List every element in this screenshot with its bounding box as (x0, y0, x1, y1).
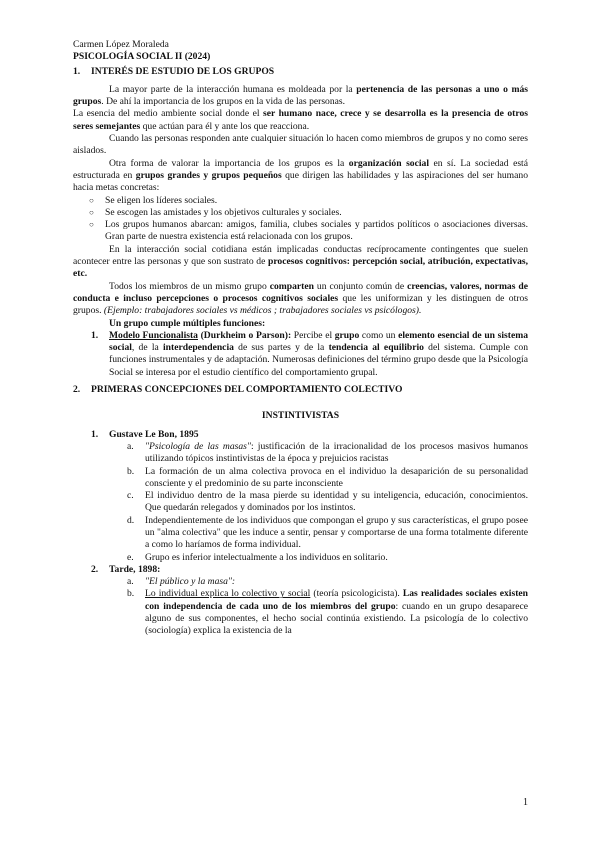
list-item: b. La formación de un alma colectiva provoca en el individuo la desaparición de su personalidad consciente y el predominio de su parte inconsciente (127, 465, 528, 489)
section-2-title: PRIMERAS CONCEPCIONES DEL COMPORTAMIENTO COLECTIVO (91, 384, 403, 396)
section-2-heading (73, 384, 528, 396)
paragraph-2: La esencia del medio ambiente social donde el ser humano nace, crece y se desarrolla es la presencia de otros seres semejantes que actúan para él y ante los que reacciona. (73, 108, 528, 132)
section-2-number: 2. (73, 384, 81, 396)
paragraph-1: La mayor parte de la interacción humana es moldeada por la pertenencia de las personas a uno o más grupos. De ahí la importancia de los grupos en la vida de las personas. (73, 83, 528, 108)
subsection-title: INSTINTIVISTAS (261, 410, 340, 422)
paragraph-6: Todos los miembros de un mismo grupo comparten un conjunto común de creencias, valores, normas de conducta e incluso percepciones o procesos cognitivos sociales que les uniformizan y les distinguen de otros grupos. (Ejemplo: trabajadores sociales vs médicos ; trabajadores sociales vs psicólogos). (73, 280, 529, 317)
list-item: a. "Psicología de las masas": justificación de la irracionalidad de los procesos masivos humanos utilizando tópicos instintivistas de la época y prejuicios racistas (127, 440, 528, 465)
list-item: e. Grupo es inferior intelectualmente a los individuos en solitario. (127, 551, 388, 563)
list-item: ○ Se eligen los líderes sociales. (73, 195, 528, 207)
circle-bullet-icon: ○ (89, 195, 94, 205)
circle-bullet-icon: ○ (89, 207, 94, 217)
list-item: 2. Tarde, 1898: (91, 563, 161, 575)
list-item: 1. Modelo Funcionalista (Durkheim o Parson): Percibe el grupo como un elemento esencial de un sistema social, de la interdependencia de sus partes y de la tendencia al equilibrio del sistema. Cumple con funciones instrumentales y de adaptación. Numerosas definiciones del término grupo desde que la Psicología Social se interesa por el estudio científico del comportamiento grupal. (91, 329, 528, 378)
list-item: b. Lo individual explica lo colectivo y social (teoría psicologicista). Las realidades sociales existen con independencia de cada uno de los miembros del grupo: cuando en un grupo desaparece alguno de sus componentes, el hecho social continúa existiendo. La psicología de lo colectivo (sociología) explica la existencia de la (127, 588, 528, 637)
list-item: c. El individuo dentro de la masa pierde su identidad y su inteligencia, educación, conocimientos. Que quedarán relegados y dominados por los instintos. (127, 490, 528, 514)
page-number: 1 (523, 797, 528, 808)
list-item: ○ Se escogen las amistades y los objetivos culturales y sociales. (73, 207, 528, 219)
circle-bullet-icon: ○ (89, 220, 94, 230)
section-1-number: 1. (73, 65, 81, 77)
paragraph-5: En la interacción social cotidiana están implicadas conductas recíprocamente contingentes que suelen acontecer entre las personas y que son sustrato de procesos cognitivos: percepción social, atribución, expectativas, etc. (73, 243, 529, 280)
section-1-heading (73, 66, 528, 78)
author-name: Carmen López Moraleda (73, 39, 169, 50)
list-item: ○ Los grupos humanos abarcan: amigos, familia, clubes sociales y partidos políticos o asociaciones diversas. Gran parte de nuestra existencia está relacionada con los grupos. (73, 219, 528, 244)
list-item: a. "El público y la masa": (127, 576, 236, 588)
course-title: PSICOLOGÍA SOCIAL II (2024) (73, 51, 211, 63)
list-item: d. Independientemente de los individuos que compongan el grupo y sus características, el grupo posee un "alma colectiva" que les induce a sentir, pensar y comportarse de una forma totalmente diferente a como lo haríamos de forma individual. (127, 514, 528, 551)
section-1-title: INTERÉS DE ESTUDIO DE LOS GRUPOS (91, 65, 275, 77)
functions-title: Un grupo cumple múltiples funciones: (109, 317, 266, 329)
paragraph-3: Cuando las personas responden ante cualquier situación lo hacen como miembros de grupos y no como seres aislados. (73, 133, 528, 157)
page-content (73, 39, 528, 638)
paragraph-4: Otra forma de valorar la importancia de los grupos es la organización social en sí. La sociedad está estructurada en grupos grandes y grupos pequeños que dirigen las habilidades y las aspiraciones del ser humano hacia metas concretas: (73, 157, 529, 194)
list-item: 1. Gustave Le Bon, 1895 (91, 428, 199, 440)
